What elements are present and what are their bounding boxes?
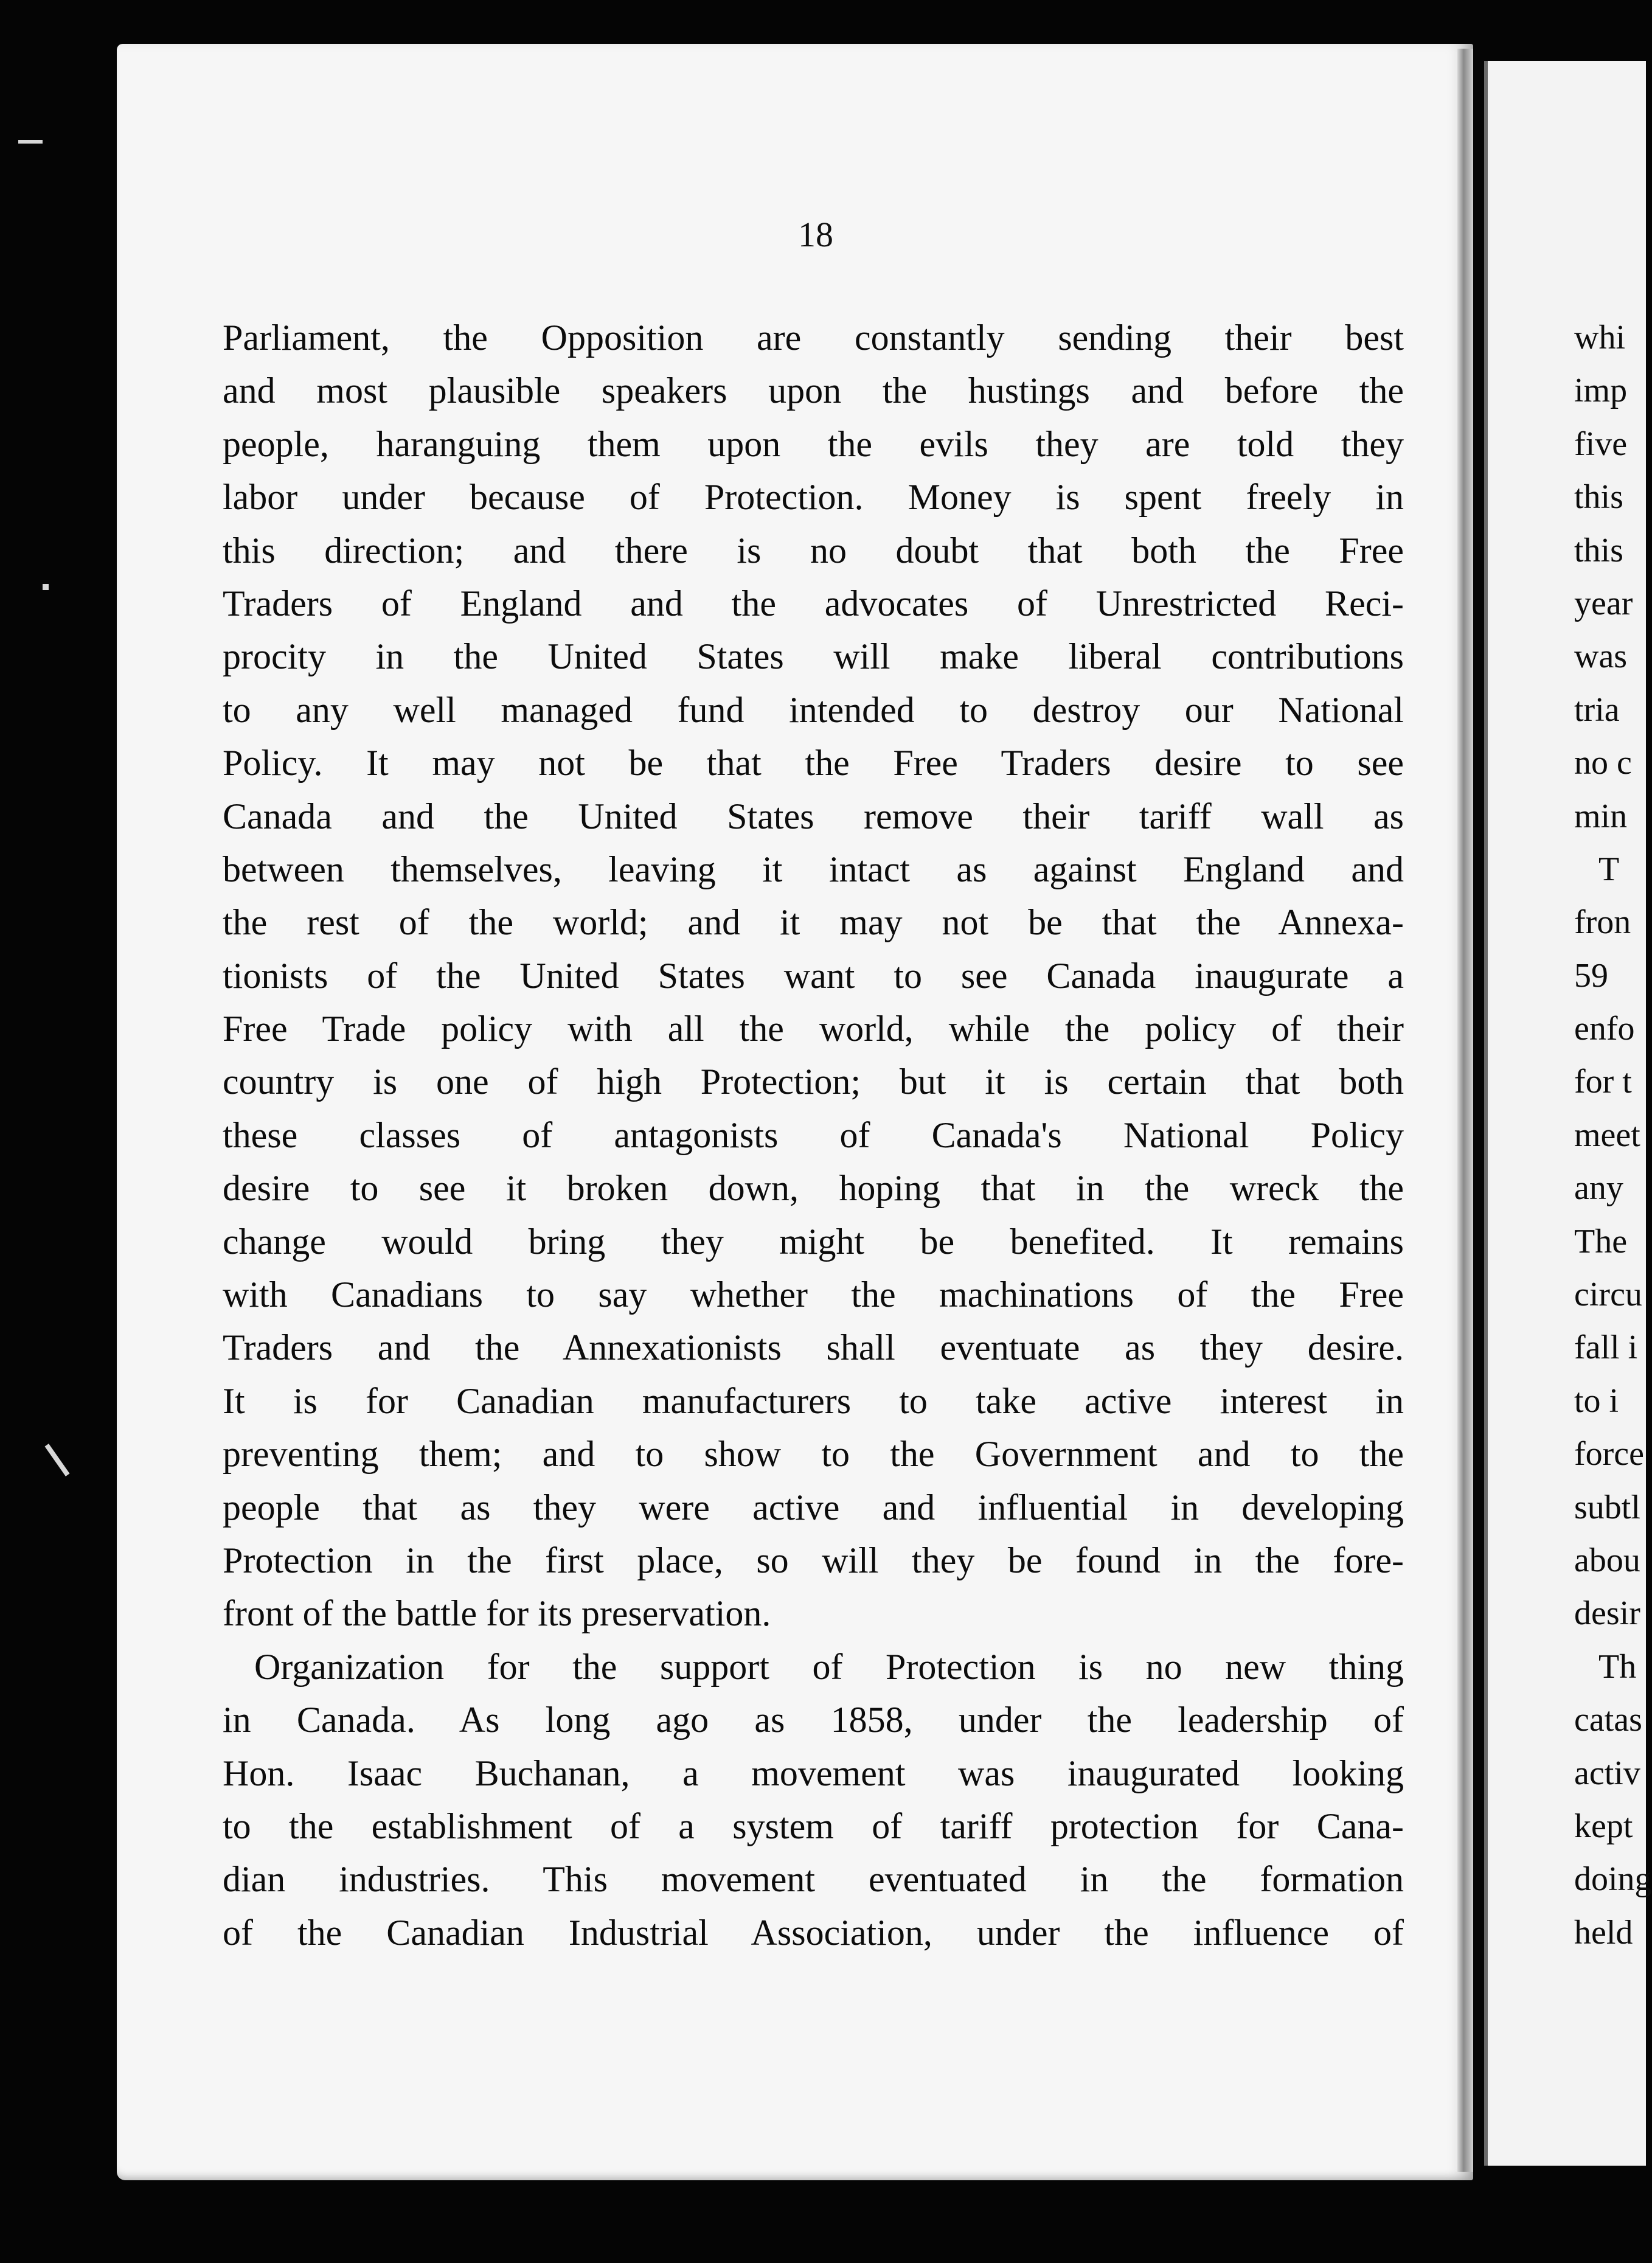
text-fragment: enfo: [1574, 1010, 1635, 1048]
scan-speck: [45, 1444, 70, 1476]
text-line: procity in the United States will make liberal contributions: [223, 636, 1404, 677]
text-fragment: this: [1574, 478, 1623, 516]
text-line: Organization for the support of Protection is no new thing: [254, 1646, 1404, 1687]
text-line: Traders of England and the advocates of Unrestricted Reci-: [223, 583, 1404, 624]
text-line: Free Trade policy with all the world, while the policy of their: [223, 1009, 1404, 1049]
text-line: this direction; and there is no doubt that both the Free: [223, 530, 1404, 571]
text-line: desire to see it broken down, hoping that in the wreck the: [223, 1168, 1404, 1209]
text-fragment: imp: [1574, 372, 1628, 410]
text-line: Protection in the first place, so will they be found in the fore-: [223, 1540, 1404, 1580]
text-line: in Canada. As long ago as 1858, under the leadership of: [223, 1700, 1404, 1740]
text-line: to any well managed fund intended to destroy our National: [223, 689, 1404, 730]
book-gutter: [1457, 49, 1473, 2172]
text-line: dian industries. This movement eventuated in the formation: [223, 1859, 1404, 1900]
text-fragment: 59: [1574, 956, 1608, 995]
text-fragment: meet: [1574, 1116, 1640, 1154]
text-line: to the establishment of a system of tariff protection for Cana-: [223, 1806, 1404, 1846]
text-fragment: fall i: [1574, 1329, 1638, 1367]
text-line: country is one of high Protection; but it is certain that both: [223, 1062, 1404, 1102]
text-line: and most plausible speakers upon the hustings and before the: [223, 370, 1404, 411]
text-line: preventing them; and to show to the Government and to the: [223, 1434, 1404, 1475]
text-line: It is for Canadian manufacturers to take active interest in: [223, 1380, 1404, 1421]
text-line: tionists of the United States want to see Canada inaugurate a: [223, 955, 1404, 996]
text-fragment: year: [1574, 584, 1633, 622]
text-fragment: to i: [1574, 1382, 1619, 1420]
text-fragment: kept: [1574, 1807, 1633, 1845]
text-fragment: min: [1574, 797, 1628, 835]
text-fragment: was: [1574, 638, 1628, 676]
text-line: Parliament, the Opposition are constantly sending their best: [223, 318, 1404, 358]
scan-speck: [43, 584, 49, 590]
text-fragment: circu: [1574, 1276, 1642, 1314]
text-fragment: no c: [1574, 744, 1632, 782]
text-fragment: abou: [1574, 1541, 1640, 1579]
scan-speck: [18, 140, 43, 144]
text-fragment: held: [1574, 1913, 1633, 1952]
page-number: 18: [798, 215, 833, 254]
text-line: between themselves, leaving it intact as against England and: [223, 849, 1404, 889]
body-text: [223, 311, 1404, 1959]
text-line: Hon. Isaac Buchanan, a movement was inaugurated looking: [223, 1753, 1404, 1793]
text-fragment: activ: [1574, 1754, 1640, 1792]
text-fragment: for t: [1574, 1063, 1632, 1101]
text-line: people that as they were active and influential in developing: [223, 1487, 1404, 1528]
text-line: with Canadians to say whether the machinations of the Free: [223, 1274, 1404, 1315]
text-line: Policy. It may not be that the Free Traders desire to see: [223, 743, 1404, 784]
right-page-text: [1574, 311, 1652, 1959]
text-fragment: Th: [1598, 1647, 1637, 1686]
text-fragment: subtl: [1574, 1488, 1640, 1526]
text-line: of the Canadian Industrial Association, under the influence of: [223, 1912, 1404, 1953]
text-line: people, haranguing them upon the evils they are told they: [223, 423, 1404, 464]
text-fragment: five: [1574, 425, 1628, 463]
text-line: labor under because of Protection. Money is spent freely in: [223, 477, 1404, 518]
text-fragment: fron: [1574, 903, 1631, 942]
text-line: front of the battle for its preservation.: [223, 1593, 771, 1634]
text-line: Traders and the Annexationists shall eventuate as they desire.: [223, 1327, 1404, 1368]
text-line: Canada and the United States remove their tariff wall as: [223, 796, 1404, 836]
text-fragment: desir: [1574, 1594, 1640, 1633]
text-fragment: catas: [1574, 1701, 1642, 1739]
text-line: the rest of the world; and it may not be that the Annexa-: [223, 902, 1404, 943]
text-fragment: any: [1574, 1169, 1623, 1208]
text-fragment: tria: [1574, 690, 1620, 729]
text-fragment: whi: [1574, 319, 1625, 356]
text-fragment: The: [1574, 1222, 1628, 1260]
text-line: these classes of antagonists of Canada's National Policy: [223, 1114, 1404, 1155]
text-fragment: doing: [1574, 1860, 1652, 1899]
text-fragment: force: [1574, 1435, 1645, 1473]
text-fragment: this: [1574, 531, 1623, 569]
text-fragment: T: [1598, 850, 1620, 888]
text-line: change would bring they might be benefited. It remains: [223, 1221, 1404, 1262]
